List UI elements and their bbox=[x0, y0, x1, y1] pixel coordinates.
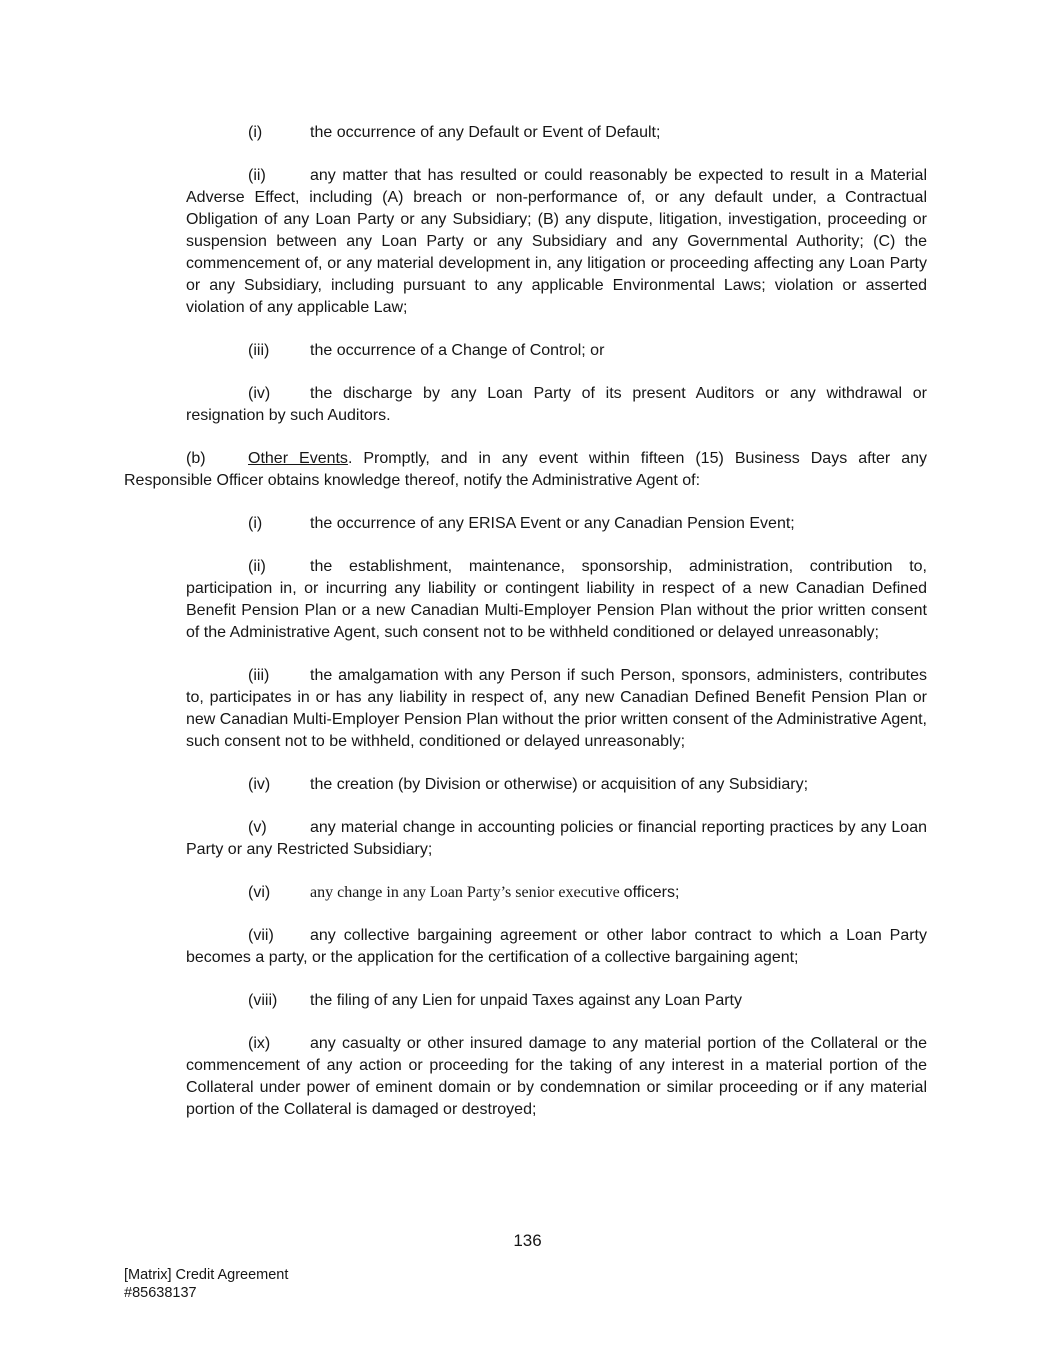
item-number: (v) bbox=[248, 819, 267, 836]
footer-doc-title: [Matrix] Credit Agreement bbox=[124, 1267, 289, 1283]
item-b-iv bbox=[186, 774, 927, 796]
item-text: the amalgamation with any Person if such Person, sponsors, administers, contributes to, participates in or has any liability in respect of, any new Canadian Defined Benefit Pension Plan or new Canadian Multi-Employer Pension Plan without the prior written consent of the Administrative Agent, such consent not to be withheld, conditioned or delayed unreasonably; bbox=[186, 667, 927, 750]
item-number: (iii) bbox=[248, 667, 270, 684]
clause-text: . Promptly, and in any event within fifteen (15) Business Days after any Responsible Officer obtains knowledge thereof, notify the Administrative Agent of: bbox=[124, 450, 928, 489]
item-number: (i) bbox=[248, 515, 263, 532]
item-number: (ix) bbox=[248, 1035, 271, 1052]
item-text: the filing of any Lien for unpaid Taxes against any Loan Party bbox=[310, 992, 742, 1009]
item-b-ix bbox=[186, 1033, 927, 1121]
item-text: the occurrence of any Default or Event of Default; bbox=[310, 124, 661, 141]
item-a-i bbox=[186, 122, 927, 144]
item-a-iv bbox=[186, 383, 927, 427]
item-text-serif: any change in any Loan Party’s senior executive bbox=[310, 884, 624, 901]
item-b-vii bbox=[186, 925, 927, 969]
clause-b bbox=[124, 448, 927, 492]
item-number: (vi) bbox=[248, 884, 271, 901]
item-number: (viii) bbox=[248, 992, 278, 1009]
item-b-v bbox=[186, 817, 927, 861]
footer-doc-number: #85638137 bbox=[124, 1284, 197, 1301]
item-number: (iii) bbox=[248, 342, 270, 359]
item-number: (ii) bbox=[248, 558, 266, 575]
item-b-viii bbox=[186, 990, 927, 1012]
item-a-ii bbox=[186, 165, 927, 319]
item-text: any collective bargaining agreement or other labor contract to which a Loan Party becomes a party, or the application for the certification of a collective bargaining agent; bbox=[186, 927, 927, 966]
item-text: the establishment, maintenance, sponsorship, administration, contribution to, participation in, or incurring any liability or contingent liability in respect of a new Canadian Defined Benefit Pension Plan or a new Canadian Multi-Employer Pension Plan without the prior written consent of the Administrative Agent, such consent not to be withheld conditioned or delayed unreasonably; bbox=[186, 558, 927, 641]
item-b-i bbox=[186, 513, 927, 535]
item-b-iii bbox=[186, 665, 927, 753]
item-number: (vii) bbox=[248, 927, 274, 944]
item-text: any material change in accounting policies or financial reporting practices by any Loan Party or any Restricted Subsidiary; bbox=[186, 819, 927, 858]
item-text: the creation (by Division or otherwise) or acquisition of any Subsidiary; bbox=[310, 776, 809, 793]
item-number: (ii) bbox=[248, 167, 266, 184]
item-text: any casualty or other insured damage to any material portion of the Collateral or the commencement of any action or proceeding for the taking of any interest in a material portion of the Collateral under power of eminent domain or by condemnation or similar proceeding or if any material portion of the Collateral is damaged or destroyed; bbox=[186, 1035, 927, 1118]
clause-heading: Other Events bbox=[248, 450, 348, 467]
clause-number: (b) bbox=[186, 450, 206, 467]
item-number: (iv) bbox=[248, 385, 271, 402]
page-number: 136 bbox=[513, 1231, 542, 1250]
item-number: (iv) bbox=[248, 776, 271, 793]
item-text: any matter that has resulted or could reasonably be expected to result in a Material Adverse Effect, including (A) breach or non-performance of, or any default under, a Contractual Obligation of any Loan Party or any Subsidiary; (B) any dispute, litigation, investigation, proceeding or suspension between any Loan Party or any Subsidiary and any Governmental Authority; (C) the commencement of, or any material development in, any litigation or proceeding affecting any Loan Party or any Subsidiary, including pursuant to any applicable Environmental Laws; violation or asserted violation of any applicable Law; bbox=[186, 167, 927, 316]
item-number: (i) bbox=[248, 124, 263, 141]
item-b-ii bbox=[186, 556, 927, 644]
item-text: the occurrence of any ERISA Event or any Canadian Pension Event; bbox=[310, 515, 795, 532]
item-text: the discharge by any Loan Party of its present Auditors or any withdrawal or resignation by such Auditors. bbox=[186, 385, 927, 424]
item-text: the occurrence of a Change of Control; or bbox=[310, 342, 605, 359]
item-b-vi bbox=[186, 882, 927, 904]
document-body bbox=[124, 122, 927, 1142]
footer bbox=[124, 1267, 288, 1302]
item-text: officers; bbox=[623, 884, 680, 901]
item-a-iii bbox=[186, 340, 927, 362]
